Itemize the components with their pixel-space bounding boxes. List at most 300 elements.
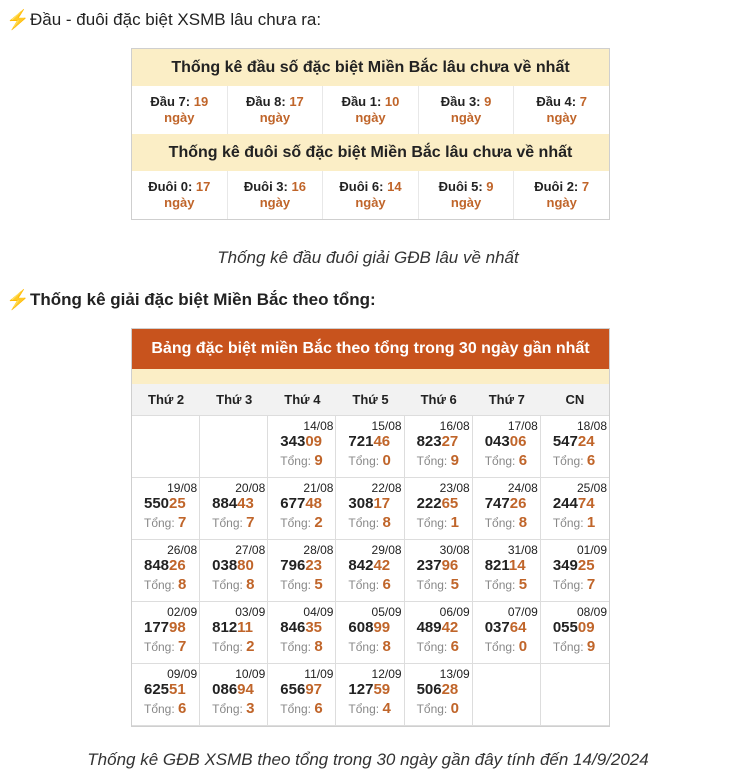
stat-days-unit: ngày — [164, 110, 195, 125]
sum-line — [212, 700, 254, 717]
stat-line — [419, 179, 514, 195]
sum-line — [485, 452, 527, 469]
prize-tail-digits: 23 — [305, 557, 322, 574]
day-date: 14/08 — [303, 419, 334, 433]
prize-head-digits: 821 — [484, 557, 509, 574]
prize-tail-digits: 26 — [169, 557, 186, 574]
special-prize-number — [144, 619, 186, 636]
prize-head-digits: 842 — [348, 557, 374, 574]
sum-value: 6 — [586, 452, 596, 469]
day-cell — [268, 664, 336, 726]
special-prize-number — [348, 433, 390, 450]
sum-value: 7 — [246, 514, 255, 531]
weekday-header: Thứ 7 — [488, 392, 525, 407]
sum-line — [485, 514, 527, 531]
weekday-header-row — [132, 384, 609, 416]
sum-value: 1 — [450, 514, 459, 531]
day-date: 18/08 — [576, 419, 607, 433]
stat-label: Đầu 7: — [150, 94, 191, 109]
day-cell — [336, 602, 404, 664]
sum-value: 0 — [518, 638, 528, 655]
stat-label: Đầu 4: — [536, 94, 577, 109]
prize-head-digits: 237 — [416, 557, 442, 574]
stat-cell — [132, 86, 228, 134]
day-cell — [268, 602, 336, 664]
prize-head-digits: 086 — [212, 681, 238, 698]
stat-line — [323, 94, 418, 110]
sum-value: 7 — [178, 638, 187, 655]
sum-label: Tổng: — [348, 516, 380, 530]
sum-value: 8 — [246, 576, 255, 593]
stat-line — [132, 94, 227, 110]
lightning-icon: ⚡ — [6, 10, 30, 31]
day-cell — [200, 540, 268, 602]
sum-value: 3 — [246, 700, 255, 717]
sum-value: 9 — [450, 452, 459, 469]
day-cell — [200, 602, 268, 664]
special-prize-number — [212, 681, 254, 698]
sum-value: 6 — [518, 452, 528, 469]
day-date: 06/09 — [439, 605, 470, 619]
prize-head-digits: 846 — [280, 619, 306, 636]
sum-label: Tổng: — [212, 640, 243, 654]
sum-label: Tổng: — [484, 578, 516, 592]
stat-label: Đầu 8: — [245, 94, 286, 109]
special-prize-number — [348, 495, 390, 512]
sum-label: Tổng: — [552, 578, 584, 592]
sum-line — [348, 576, 390, 593]
special-prize-number — [144, 557, 186, 574]
weekday-header: Thứ 2 — [148, 392, 185, 407]
sum-line — [553, 576, 595, 593]
day-cell — [405, 416, 473, 478]
special-prize-number — [212, 557, 254, 574]
sum-label: Tổng: — [552, 454, 584, 468]
stat-cell — [228, 171, 324, 219]
prize-head-digits: 747 — [484, 495, 510, 512]
stat-line — [228, 94, 323, 110]
sum-label: Tổng: — [416, 516, 448, 530]
day-cell — [336, 416, 404, 478]
sum-label: Tổng: — [144, 640, 175, 654]
sum-label: Tổng: — [416, 454, 448, 468]
prize-head-digits: 823 — [416, 433, 442, 450]
sum-line — [417, 700, 459, 717]
duoi-stats-row — [132, 171, 609, 219]
prize-tail-digits: 11 — [237, 619, 254, 636]
sum-value: 8 — [314, 638, 323, 655]
day-date: 07/09 — [507, 605, 538, 619]
sum-value: 8 — [382, 638, 391, 655]
prize-head-digits: 037 — [484, 619, 510, 636]
prize-tail-digits: 99 — [373, 619, 391, 636]
sum-label: Tổng: — [348, 702, 380, 716]
prize-head-digits: 038 — [212, 557, 238, 574]
prize-tail-digits: 09 — [305, 433, 322, 450]
sum-label: Tổng: — [144, 516, 175, 530]
dau-stats-title: Thống kê đầu số đặc biệt Miền Bắc lâu chưa về nhất — [132, 49, 609, 86]
stat-label: Đuôi 5: — [438, 179, 483, 194]
sum-label: Tổng: — [280, 640, 311, 654]
prize-head-digits: 343 — [280, 433, 306, 450]
prize-tail-digits: 09 — [577, 619, 595, 636]
stat-cell — [323, 171, 419, 219]
day-date: 24/08 — [507, 481, 538, 495]
stat-cell — [514, 86, 609, 134]
stat-days-value: 9 — [484, 94, 492, 109]
special-prize-number — [485, 495, 527, 512]
section-heading-text: Đầu - đuôi đặc biệt XSMB lâu chưa ra: — [30, 10, 322, 29]
stat-days-value: 17 — [195, 179, 211, 194]
day-cell — [200, 478, 268, 540]
stat-label: Đuôi 6: — [339, 179, 384, 194]
day-cell — [268, 478, 336, 540]
day-cell — [473, 540, 541, 602]
stat-days-value: 16 — [291, 179, 306, 194]
sum-line — [553, 638, 595, 655]
day-cell — [268, 540, 336, 602]
prize-head-digits: 721 — [348, 433, 374, 450]
prize-head-digits: 244 — [552, 495, 578, 512]
empty-day-cell — [200, 416, 268, 478]
sum-line — [417, 452, 459, 469]
day-cell — [336, 540, 404, 602]
day-date: 25/08 — [576, 481, 607, 495]
sum-line — [280, 514, 322, 531]
stat-cell — [419, 86, 515, 134]
prize-tail-digits: 14 — [508, 557, 526, 574]
special-prize-number — [280, 433, 322, 450]
sum-line — [212, 638, 254, 655]
special-prize-number — [144, 495, 186, 512]
day-date: 21/08 — [303, 481, 334, 495]
special-prize-number — [485, 557, 526, 574]
lightning-icon: ⚡ — [6, 290, 30, 311]
stat-line — [323, 179, 418, 195]
sum-line — [485, 638, 527, 655]
day-date: 16/08 — [439, 419, 470, 433]
sum-line — [417, 514, 459, 531]
sum-table-spacer — [132, 369, 609, 384]
prize-tail-digits: 25 — [169, 495, 186, 512]
prize-tail-digits: 26 — [509, 495, 527, 512]
sum-label: Tổng: — [416, 578, 448, 592]
prize-tail-digits: 51 — [169, 681, 186, 698]
sum-value: 2 — [246, 638, 255, 655]
sum-label: Tổng: — [348, 640, 380, 654]
sum-line — [348, 452, 390, 469]
stat-days-value: 7 — [579, 94, 587, 109]
special-prize-number — [417, 619, 459, 636]
calendar-grid — [132, 416, 609, 726]
day-date: 29/08 — [371, 543, 402, 557]
day-date: 28/08 — [303, 543, 334, 557]
empty-day-cell — [473, 664, 541, 726]
prize-tail-digits: 06 — [509, 433, 527, 450]
sum-line — [280, 452, 322, 469]
sum-line — [280, 638, 322, 655]
sum-label: Tổng: — [348, 454, 380, 468]
day-date: 26/08 — [167, 543, 198, 557]
stat-line — [419, 94, 514, 110]
prize-tail-digits: 42 — [373, 557, 391, 574]
stat-label: Đầu 3: — [440, 94, 481, 109]
prize-head-digits: 677 — [280, 495, 306, 512]
day-cell — [405, 478, 473, 540]
prize-tail-digits: 28 — [441, 681, 459, 698]
special-prize-number — [417, 495, 459, 512]
special-prize-number — [348, 557, 390, 574]
day-date: 13/09 — [439, 667, 470, 681]
day-cell — [541, 602, 609, 664]
prize-head-digits: 550 — [144, 495, 170, 512]
day-date: 30/08 — [439, 543, 470, 557]
sum-value: 7 — [178, 514, 187, 531]
section-heading-dau-duoi — [6, 8, 321, 32]
sum-label: Tổng: — [552, 640, 584, 654]
sum-label: Tổng: — [212, 516, 243, 530]
prize-tail-digits: 97 — [305, 681, 322, 698]
prize-head-digits: 222 — [416, 495, 442, 512]
special-prize-number — [280, 681, 322, 698]
sum-line — [212, 514, 254, 531]
dau-duoi-caption: Thống kê đầu đuôi giải GĐB lâu về nhất — [217, 248, 519, 267]
prize-tail-digits: 43 — [237, 495, 254, 512]
stat-days-value: 17 — [289, 94, 304, 109]
sum-label: Tổng: — [484, 454, 516, 468]
prize-head-digits: 055 — [552, 619, 578, 636]
stat-days-unit: ngày — [164, 195, 195, 210]
sum-value: 5 — [450, 576, 459, 593]
stat-cell — [323, 86, 419, 134]
empty-day-cell — [541, 664, 609, 726]
day-cell — [405, 540, 473, 602]
special-prize-number — [485, 433, 527, 450]
special-prize-number — [280, 495, 322, 512]
sum-value: 6 — [450, 638, 459, 655]
empty-day-cell — [132, 416, 200, 478]
sum-value: 9 — [586, 638, 596, 655]
weekday-header: Thứ 6 — [420, 392, 457, 407]
stat-line — [514, 179, 609, 195]
sum-label: Tổng: — [144, 702, 175, 716]
sum-value: 4 — [382, 700, 391, 717]
day-date: 05/09 — [371, 605, 402, 619]
sum-label: Tổng: — [416, 702, 448, 716]
day-cell — [473, 478, 541, 540]
special-prize-number — [485, 619, 527, 636]
sum-line — [144, 638, 186, 655]
stat-line — [228, 179, 323, 195]
weekday-header: Thứ 5 — [352, 392, 389, 407]
prize-head-digits: 608 — [348, 619, 374, 636]
stat-days-unit: ngày — [355, 110, 386, 125]
stat-days-unit: ngày — [546, 110, 577, 125]
weekday-header: CN — [565, 392, 585, 407]
duoi-stats-title: Thống kê đuôi số đặc biệt Miền Bắc lâu chưa về nhất — [132, 134, 609, 171]
sum-line — [144, 576, 186, 593]
prize-head-digits: 884 — [212, 495, 238, 512]
day-cell — [132, 664, 200, 726]
special-prize-number — [348, 619, 390, 636]
stat-cell — [514, 171, 609, 219]
day-cell — [473, 602, 541, 664]
sum-label: Tổng: — [212, 578, 243, 592]
sum-value: 5 — [314, 576, 323, 593]
day-date: 15/08 — [371, 419, 402, 433]
weekday-header: Thứ 4 — [284, 392, 321, 407]
sum-value: 6 — [314, 700, 323, 717]
prize-head-digits: 349 — [552, 557, 578, 574]
prize-tail-digits: 24 — [577, 433, 595, 450]
stat-days-unit: ngày — [546, 195, 577, 210]
prize-tail-digits: 94 — [237, 681, 254, 698]
day-date: 22/08 — [371, 481, 402, 495]
stat-line — [514, 94, 609, 110]
day-cell — [541, 416, 609, 478]
day-cell — [268, 416, 336, 478]
sum-line — [212, 576, 254, 593]
stat-days-unit: ngày — [450, 110, 482, 125]
day-date: 12/09 — [371, 667, 402, 681]
sum-label: Tổng: — [484, 640, 516, 654]
prize-head-digits: 308 — [348, 495, 374, 512]
day-cell — [473, 416, 541, 478]
sum-value: 1 — [586, 514, 596, 531]
day-cell — [200, 664, 268, 726]
sum-value: 0 — [450, 700, 459, 717]
stat-days-value: 19 — [193, 94, 209, 109]
sum-label: Tổng: — [212, 702, 243, 716]
sum-line — [348, 700, 390, 717]
sum-line — [144, 514, 186, 531]
special-prize-number — [553, 619, 595, 636]
stat-days-unit: ngày — [355, 195, 386, 210]
day-cell — [405, 664, 473, 726]
prize-tail-digits: 46 — [373, 433, 391, 450]
prize-head-digits: 625 — [144, 681, 170, 698]
day-cell — [336, 478, 404, 540]
dau-duoi-stats-box — [131, 48, 610, 220]
prize-head-digits: 489 — [416, 619, 442, 636]
stat-label: Đuôi 3: — [243, 179, 288, 194]
prize-tail-digits: 48 — [305, 495, 322, 512]
prize-head-digits: 812 — [212, 619, 238, 636]
day-date: 10/09 — [235, 667, 266, 681]
prize-tail-digits: 80 — [237, 557, 254, 574]
section-heading-text: Thống kê giải đặc biệt Miền Bắc theo tổng: — [30, 290, 376, 309]
sum-value: 8 — [178, 576, 187, 593]
sum-value: 8 — [382, 514, 391, 531]
sum-label: Tổng: — [348, 578, 380, 592]
prize-head-digits: 043 — [484, 433, 510, 450]
stat-days-value: 14 — [387, 179, 402, 194]
sum-table-title: Bảng đặc biệt miền Bắc theo tổng trong 30 ngày gần nhất — [132, 329, 609, 369]
day-cell — [336, 664, 404, 726]
day-date: 02/09 — [167, 605, 198, 619]
sum-line — [417, 576, 459, 593]
prize-head-digits: 547 — [552, 433, 578, 450]
sum-label: Tổng: — [280, 454, 311, 468]
sum-line — [553, 452, 595, 469]
special-prize-number — [212, 495, 254, 512]
stat-line — [132, 179, 227, 195]
sum-value: 6 — [178, 700, 187, 717]
day-date: 03/09 — [235, 605, 266, 619]
day-date: 20/08 — [235, 481, 266, 495]
prize-tail-digits: 64 — [509, 619, 527, 636]
stat-days-unit: ngày — [259, 195, 291, 210]
special-prize-number — [417, 681, 459, 698]
sum-line — [417, 638, 459, 655]
sum-value: 9 — [314, 452, 323, 469]
day-date: 19/08 — [167, 481, 198, 495]
special-prize-number — [553, 557, 595, 574]
sum-label: Tổng: — [280, 516, 311, 530]
sum-line — [280, 576, 322, 593]
prize-tail-digits: 65 — [441, 495, 459, 512]
prize-head-digits: 796 — [280, 557, 306, 574]
sum-label: Tổng: — [144, 578, 175, 592]
prize-tail-digits: 74 — [577, 495, 595, 512]
day-date: 09/09 — [167, 667, 198, 681]
sum-line — [553, 514, 595, 531]
sum-line — [348, 638, 390, 655]
day-date: 04/09 — [303, 605, 334, 619]
special-prize-number — [280, 619, 322, 636]
day-date: 27/08 — [235, 543, 266, 557]
day-date: 31/08 — [507, 543, 538, 557]
sum-label: Tổng: — [416, 640, 448, 654]
prize-tail-digits: 35 — [305, 619, 322, 636]
stat-cell — [132, 171, 228, 219]
day-cell — [132, 540, 200, 602]
sum-value: 2 — [314, 514, 323, 531]
prize-tail-digits: 59 — [373, 681, 391, 698]
sum-value: 5 — [518, 576, 528, 593]
sum-label: Tổng: — [280, 702, 311, 716]
day-cell — [541, 540, 609, 602]
stat-days-unit: ngày — [259, 110, 291, 125]
prize-head-digits: 177 — [144, 619, 170, 636]
day-date: 01/09 — [576, 543, 607, 557]
stat-days-unit: ngày — [450, 195, 482, 210]
sum-line — [280, 700, 322, 717]
sum-value: 8 — [518, 514, 528, 531]
sum-table-caption: Thống kê GĐB XSMB theo tổng trong 30 ngày gần đây tính đến 14/9/2024 — [87, 750, 649, 769]
prize-tail-digits: 25 — [577, 557, 595, 574]
sum-value: 7 — [586, 576, 596, 593]
stat-cell — [419, 171, 515, 219]
weekday-header: Thứ 3 — [216, 392, 253, 407]
prize-tail-digits: 27 — [441, 433, 459, 450]
sum-value: 0 — [382, 452, 391, 469]
day-date: 23/08 — [439, 481, 470, 495]
sum-table — [131, 328, 610, 727]
prize-head-digits: 656 — [280, 681, 306, 698]
prize-tail-digits: 98 — [169, 619, 186, 636]
day-cell — [541, 478, 609, 540]
day-date: 17/08 — [507, 419, 538, 433]
special-prize-number — [212, 619, 253, 636]
day-cell — [132, 478, 200, 540]
prize-head-digits: 127 — [348, 681, 374, 698]
special-prize-number — [417, 433, 459, 450]
stat-days-value: 7 — [581, 179, 590, 194]
prize-tail-digits: 17 — [373, 495, 391, 512]
sum-label: Tổng: — [280, 578, 311, 592]
stat-label: Đuôi 0: — [148, 179, 193, 194]
